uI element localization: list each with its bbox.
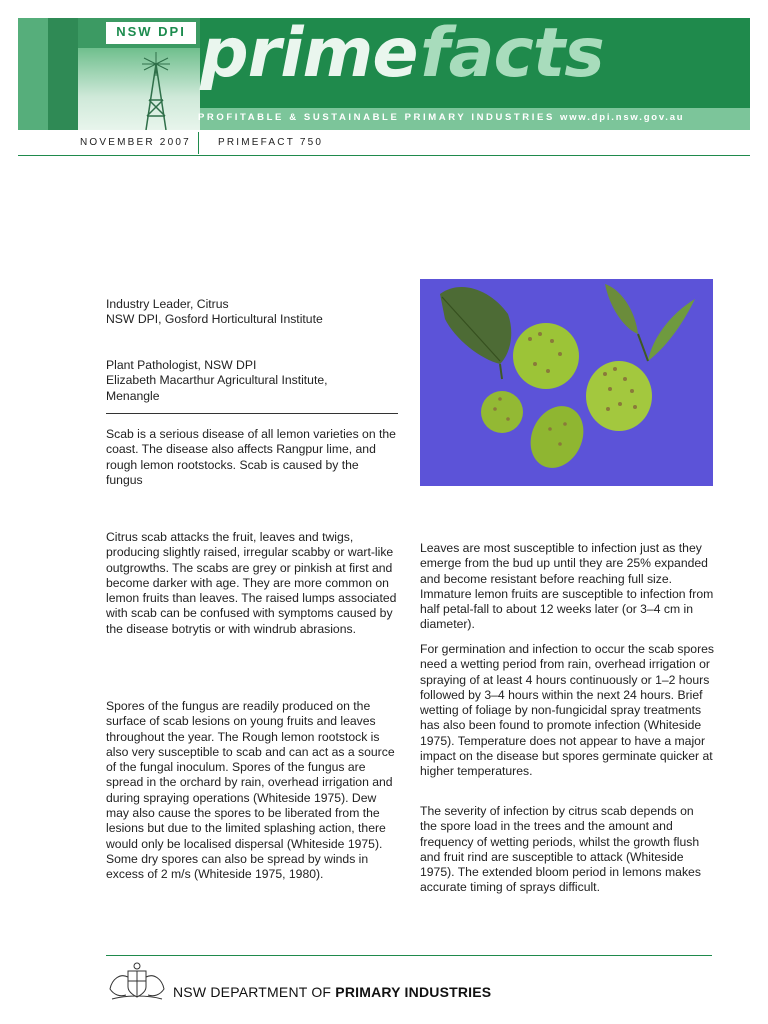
website-link[interactable]: www.dpi.nsw.gov.au [560,112,685,123]
windmill-icon [136,50,176,130]
agency-label: NSW DPI [116,24,186,39]
department-bold: PRIMARY INDUSTRIES [335,984,492,1000]
author-2-location: Menangle [106,388,160,403]
department-name [173,984,491,1000]
leaves-paragraph: Leaves are most susceptible to infection just as they emerge from the bud up until they are 25% expanded and become resistant before reaching full size. Immature lemon fruits are susceptible to infection from half petal-fall to about 12 weeks later (or 3–4 cm in diameter). [420,541,714,632]
section-rule [106,413,398,414]
author-1-affiliation: NSW DPI, Gosford Horticultural Institute [106,312,323,327]
author-2-block [106,358,406,404]
primefact-number: PRIMEFACT 750 [218,137,324,148]
author-2-title: Plant Pathologist, NSW DPI [106,358,257,372]
publication-date: NOVEMBER 2007 [80,137,191,148]
brand-word-facts: facts [420,14,604,93]
author-1-block [106,297,406,328]
footer-rule [106,955,712,956]
author-2-affiliation: Elizabeth Macarthur Agricultural Institute, [106,373,328,388]
brand-word-prime: prime [200,14,418,93]
coat-of-arms-icon [106,961,168,1001]
intro-paragraph: Scab is a serious disease of all lemon varieties on the coast. The disease also affects Rangpur lime, and rough lemon rootstocks. Scab is caused by the fungus [106,427,396,487]
symptoms-paragraph: Citrus scab attacks the fruit, leaves and twigs, producing slightly raised, irregular scabby or wart-like outgrowths. The scabs are grey or pinkish at first and become darker with age. They are more common on lemon fruits than leaves. The raised lumps associated with scab can be confused with symptoms caused by the disease botrytis or with windrub abrasions. [106,530,397,636]
citrus-scab-photo [420,279,713,486]
severity-paragraph: The severity of infection by citrus scab depends on the spore load in the trees and the amount and frequency of wetting periods, whilst the growth flush and fruit rind are susceptible to attack (Whiteside 1975). The extended bloom period in lemons makes accurate timing of sprays difficult. [420,804,701,895]
header-rule [18,155,750,156]
author-1-title: Industry Leader, Citrus [106,297,229,311]
department-prefix: NSW DEPARTMENT OF [173,984,332,1000]
meta-divider [198,132,199,154]
tagline: PROFITABLE & SUSTAINABLE PRIMARY INDUSTRIES [198,112,555,123]
spores-paragraph: Spores of the fungus are readily produced on the surface of scab lesions on young fruits and leaves throughout the year. The Rough lemon rootstock is also very susceptible to scab and can act as a source of the fungal inoculum. Spores of the fungus are spread in the orchard by rain, overhead irrigation and during spraying operations (Whiteside 1975). Dew may also cause the spores to be liberated from the lesions but due to the limited splashing action, there would only be localised dispersal (Whiteside 1975). Some dry spores can also be spread by winds in excess of 2 m/s (Whiteside 1975, 1980). [106,699,395,882]
germination-paragraph: For germination and infection to occur the scab spores need a wetting period from rain, overhead irrigation or spraying of at least 4 hours continuously or 1–2 hours followed by 3–4 hours within the next 24 hours. Brief wetting of foliage by non-fungicidal spray treatments has also been found to promote infection (Whiteside 1975). Temperature does not appear to have a major impact on the disease but spores germinate quicker at higher temperatures. [420,642,715,779]
